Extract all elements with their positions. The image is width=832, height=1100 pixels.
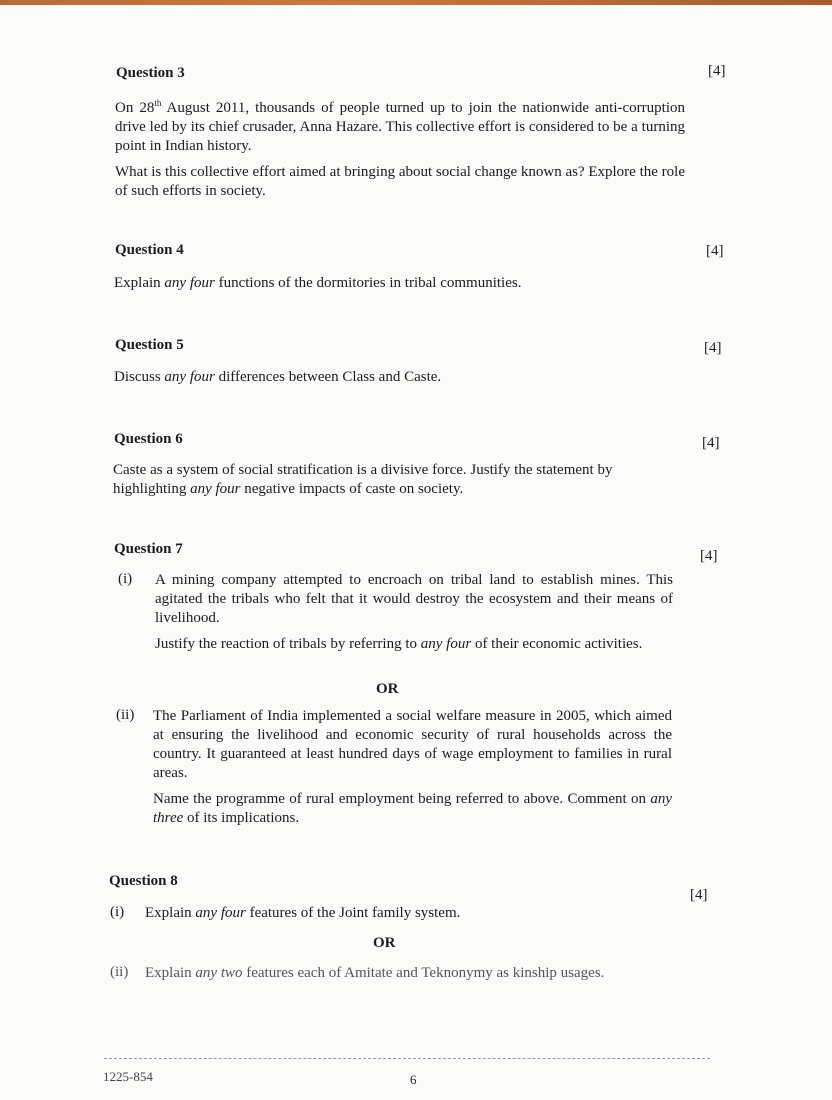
- part-body: [153, 707, 672, 828]
- part-paragraph: Name the programme of rural employment being referred to above. Comment on any three of its implications.: [153, 791, 672, 826]
- question-8-or: OR: [373, 935, 396, 951]
- question-5-text: Discuss any four differences between Class and Caste.: [114, 369, 442, 385]
- question-3-body: [115, 94, 685, 201]
- question-7-heading: Question 7: [114, 541, 183, 557]
- part-text: Explain any two features each of Amitate and Teknonymy as kinship usages.: [145, 965, 605, 981]
- part-text: Explain any four features of the Joint family system.: [145, 905, 461, 921]
- page-number: 6: [410, 1072, 417, 1087]
- question-8-part-ii: [110, 964, 710, 983]
- question-7-marks: [4]: [700, 548, 718, 564]
- scan-top-edge: [0, 0, 832, 5]
- part-paragraph: A mining company attempted to encroach on tribal land to establish mines. This agitated the tribals who felt that it would destroy the ecosystem and their means of livelihood.: [155, 572, 673, 626]
- part-paragraph: Justify the reaction of tribals by referring to any four of their economic activities.: [155, 636, 643, 652]
- question-4-heading: Question 4: [115, 242, 184, 258]
- question-3-heading: Question 3: [116, 65, 185, 81]
- footer-divider: [104, 1058, 710, 1059]
- question-3-paragraph: What is this collective effort aimed at bringing about social change known as? Explore the role of such efforts in society.: [115, 164, 685, 199]
- part-paragraph: The Parliament of India implemented a social welfare measure in 2005, which aimed at ensuring the livelihood and economic security of rural households across the country. It guaranteed at least hundred days of wage employment to families in rural areas.: [153, 708, 672, 781]
- question-7-part-i: [118, 571, 673, 654]
- question-6-marks: [4]: [702, 435, 720, 451]
- paper-code: 1225-854: [103, 1069, 153, 1084]
- question-6-text: Caste as a system of social stratification is a divisive force. Justify the statement by highlighting any four negative impacts of caste on society.: [113, 462, 613, 497]
- part-label: (i): [118, 571, 133, 587]
- part-label: (ii): [116, 707, 135, 723]
- part-label: (i): [110, 904, 125, 920]
- question-4-text: Explain any four functions of the dormitories in tribal communities.: [114, 275, 522, 291]
- question-8-part-i: [110, 904, 700, 923]
- part-body: [155, 571, 673, 654]
- question-3-paragraph: On 28th August 2011, thousands of people turned up to join the nationwide anti-corruption drive led by its chief crusader, Anna Hazare. This collective effort is considered to be a turning point in Indian history.: [115, 98, 685, 154]
- question-8-marks: [4]: [690, 887, 708, 903]
- question-5-marks: [4]: [704, 340, 722, 356]
- question-8-heading: Question 8: [109, 873, 178, 889]
- question-5-heading: Question 5: [115, 337, 184, 353]
- question-6-heading: Question 6: [114, 431, 183, 447]
- question-7-part-ii: [116, 707, 672, 828]
- question-7-or: OR: [376, 681, 399, 697]
- question-4-marks: [4]: [706, 243, 724, 259]
- question-3-marks: [4]: [708, 63, 726, 79]
- part-label: (ii): [110, 964, 129, 980]
